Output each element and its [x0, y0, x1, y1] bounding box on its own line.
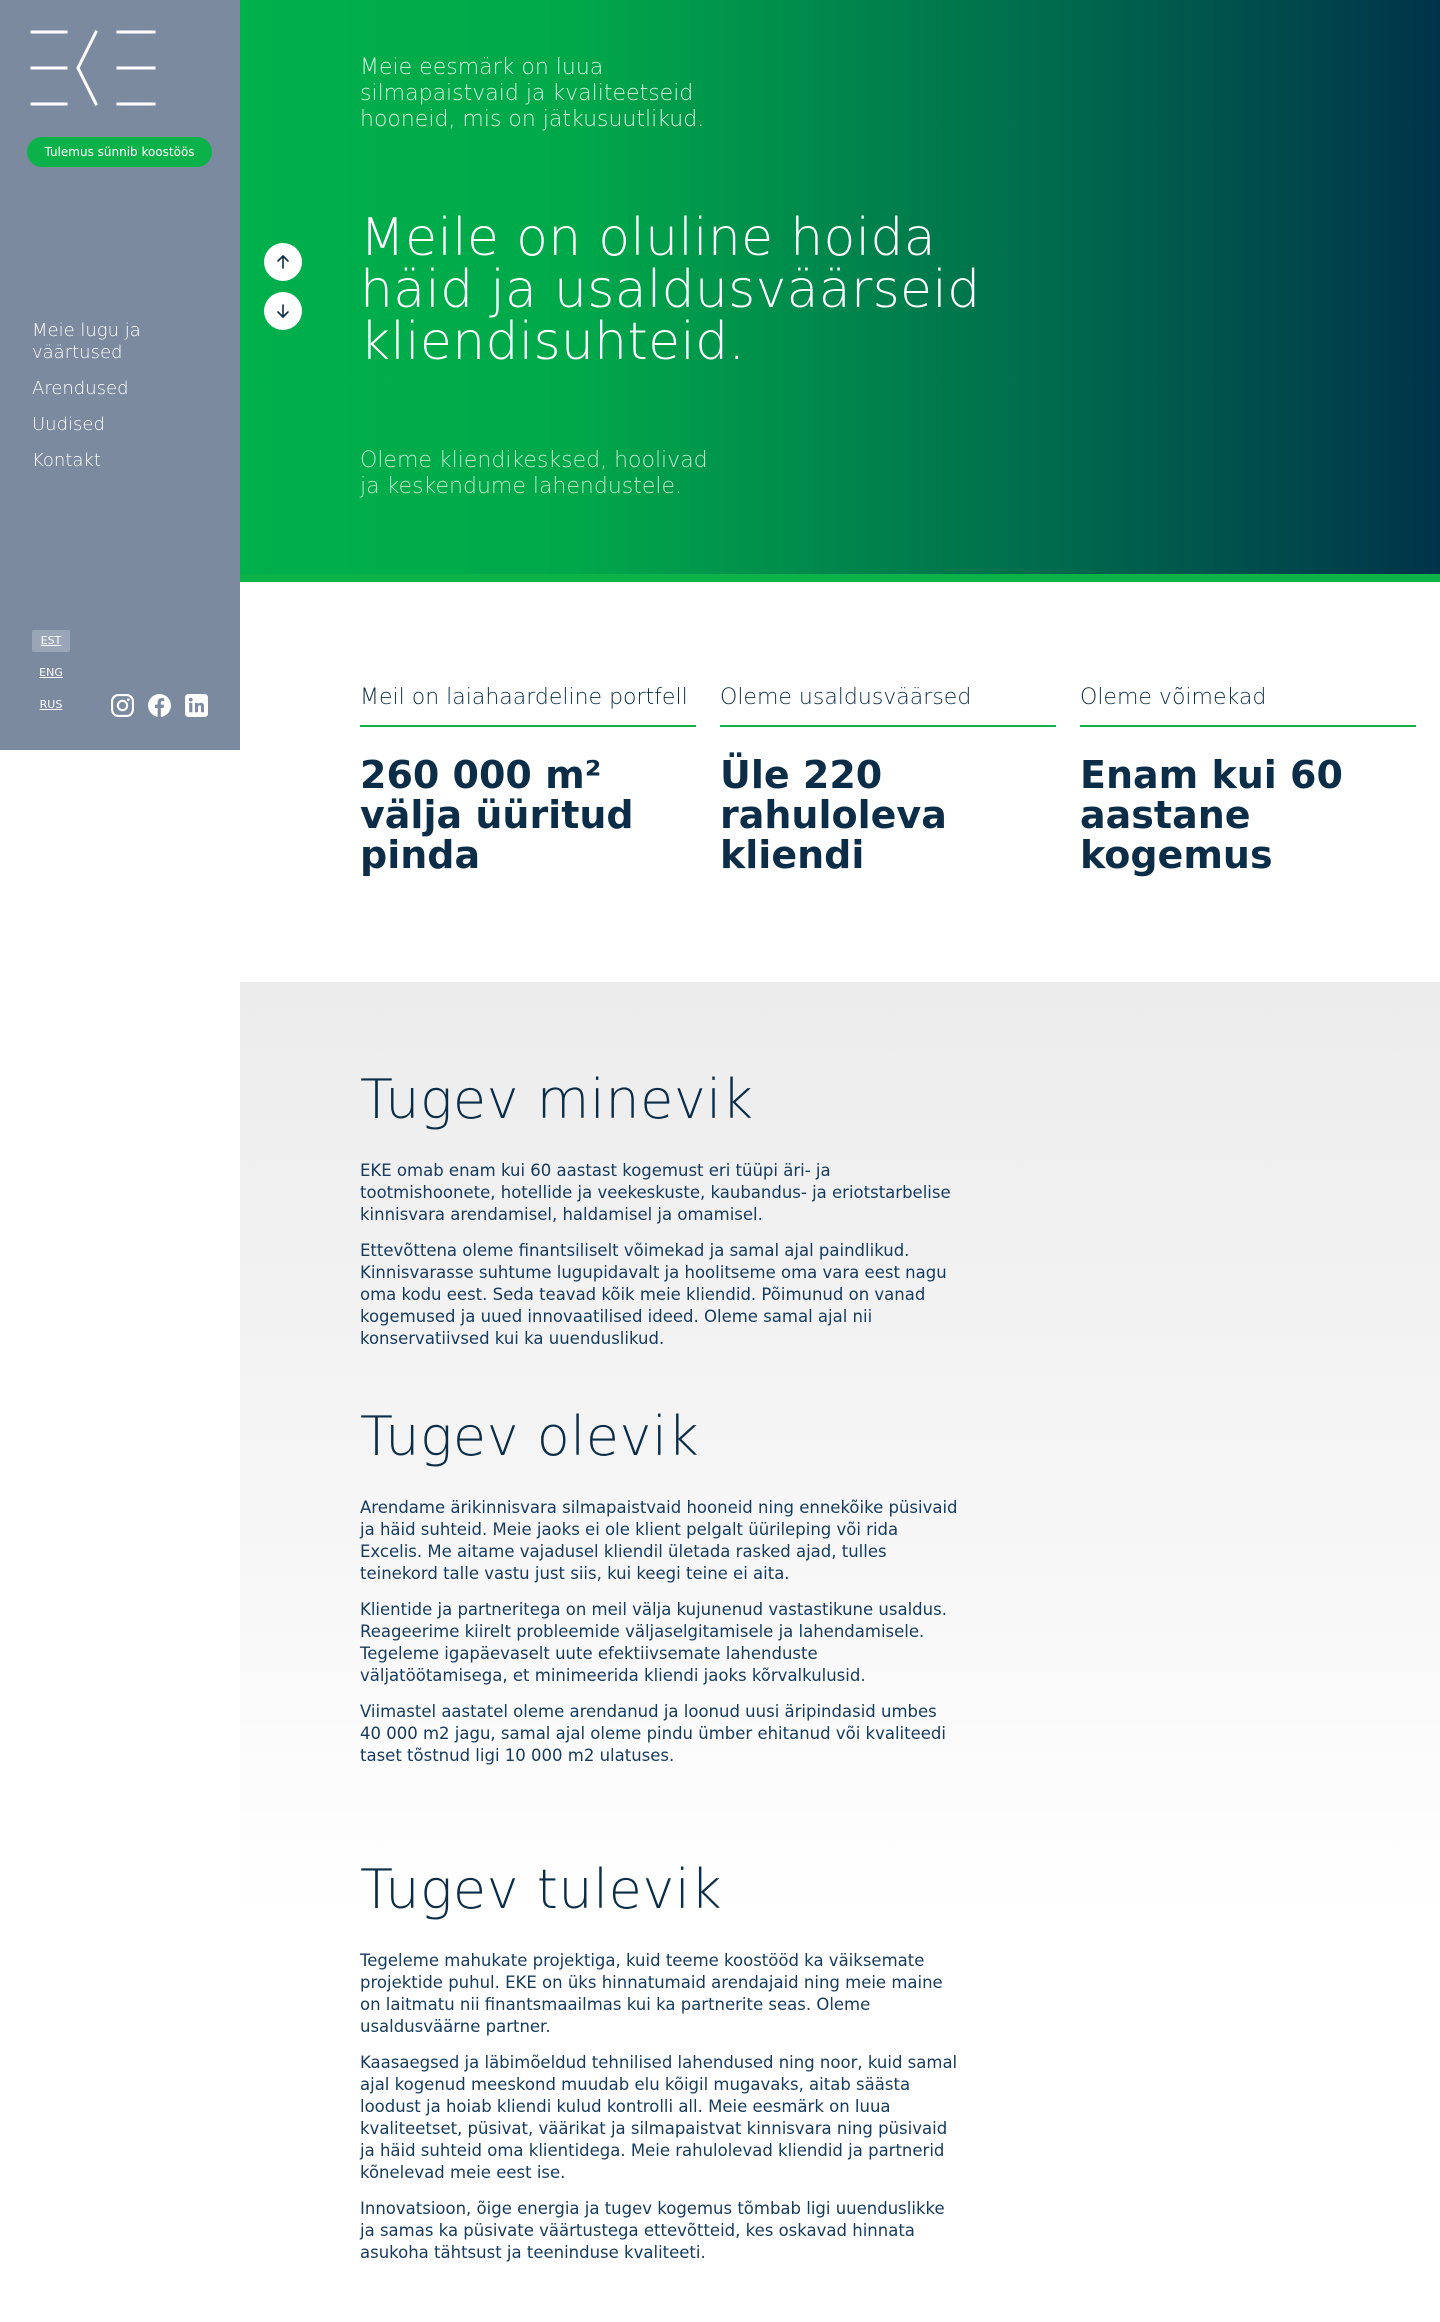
main-nav — [32, 320, 222, 486]
section-title: Tugev minevik — [360, 1068, 754, 1131]
slide-prev-button[interactable] — [264, 243, 302, 281]
nav-link-news[interactable]: Uudised — [32, 414, 105, 435]
lang-est[interactable]: EST — [32, 630, 70, 652]
tagline-badge[interactable]: Tulemus sünnib koostöös — [27, 137, 212, 167]
stat-divider — [720, 725, 1056, 727]
section-present — [360, 1407, 960, 1781]
section-paragraph: Viimastel aastatel oleme arendanud ja loonud uusi äripindasid umbes 40 000 m2 jagu, samal ajal oleme pindu ümber ehitanud või kvaliteedi taset tõstnud ligi 10 000 m2 ulatuses. — [360, 1702, 946, 1765]
stat-value: Üle 220 rahuloleva kliendi — [720, 753, 947, 877]
nav-link-developments[interactable]: Arendused — [32, 378, 129, 399]
hero-lead: Meie eesmärk on luua silmapaistvaid ja kvaliteetseid hooneid, mis on jätkusuutlikud. — [360, 55, 705, 132]
linkedin-icon — [184, 693, 209, 718]
stat-label: Oleme usaldusväärsed — [720, 685, 972, 710]
stat-divider — [360, 725, 696, 727]
instagram-link[interactable] — [110, 693, 135, 718]
hero-subtitle: Oleme kliendikesksed, hoolivad ja keskendume lahendustele. — [360, 448, 708, 499]
section-paragraph: EKE omab enam kui 60 aastast kogemust eri tüüpi äri- ja tootmishoonete, hotellide ja veekeskuste, kaubandus- ja eriotstarbelise kinnisvara arendamisel, haldamisel ja omamisel. — [360, 1161, 951, 1224]
stat-divider — [1080, 725, 1416, 727]
nav-link-contact[interactable]: Kontakt — [32, 450, 101, 471]
social-links — [110, 693, 209, 718]
nav-item — [32, 378, 222, 400]
arrow-down-icon — [273, 301, 293, 321]
stat-portfolio — [360, 655, 696, 875]
section-past — [360, 1070, 960, 1364]
story-section — [240, 982, 1440, 2322]
stat-label: Meil on laiahaardeline portfell — [360, 685, 688, 710]
lang-eng[interactable]: ENG — [39, 666, 63, 679]
section-title: Tugev tulevik — [360, 1858, 723, 1921]
language-switcher — [32, 630, 70, 726]
facebook-icon — [147, 693, 172, 718]
section-paragraph: Kaasaegsed ja läbimõeldud tehnilised lahendused ning noor, kuid samal ajal kogenud meeskond muudab elu kõigil mugavaks, aitab säästa loodust ja hoiab kliendi kulud kontrolli all. Meie eesmärk on luua kvaliteetset, püsivat, väärikat ja silmapaistvat kinnisvara ning püsivaid ja häid suhteid oma klientidega. Meie rahulolevad kliendid ja partnerid kõnelevad meie eest ise. — [360, 2053, 958, 2182]
hero-section — [240, 0, 1440, 574]
linkedin-link[interactable] — [184, 693, 209, 718]
hero-accent-strip — [240, 574, 1440, 582]
arrow-up-icon — [273, 252, 293, 272]
section-paragraph: Klientide ja partneritega on meil välja kujunenud vastastikune usaldus. Reageerime kiirelt probleemide väljaselgitamisele ja lahendamisele. Tegeleme igapäevaselt uute efektiivsemate lahenduste väljatöötamisega, et minimeerida kliendi jaoks kõrvalkulusid. — [360, 1600, 947, 1685]
stat-experience — [1080, 655, 1416, 875]
section-paragraph: Innovatsioon, õige energia ja tugev kogemus tõmbab ligi uuenduslikke ja samas ka püsivate väärtustega ettevõtteid, kes oskavad hinnata asukoha tähtsust ja teeninduse kvaliteeti. — [360, 2199, 945, 2262]
nav-link-story[interactable]: Meie lugu ja väärtused — [32, 320, 141, 363]
section-title: Tugev olevik — [360, 1405, 700, 1468]
instagram-icon — [110, 693, 135, 718]
stat-clients — [720, 655, 1056, 875]
section-paragraph: Arendame ärikinnisvara silmapaistvaid hooneid ning ennekõike püsivaid ja häid suhteid. Meie jaoks ei ole klient pelgalt üürileping või rida Excelis. Me aitame vajadusel kliendil ületada rasked ajad, tulles teinekord talle vastu just siis, kui keegi teine ei aita. — [360, 1498, 958, 1583]
section-paragraph: Tegeleme mahukate projektiga, kuid teeme koostööd ka väiksemate projektide puhul. EKE on üks hinnatumaid arendajaid ning meie maine on laitmatu nii finantsmaailmas kui ka partnerite seas. Oleme usaldusväärne partner. — [360, 1951, 943, 2036]
slide-next-button[interactable] — [264, 292, 302, 330]
eke-logo — [30, 28, 158, 110]
nav-item — [32, 414, 222, 436]
section-paragraph: Ettevõttena oleme finantsiliselt võimekad ja samal ajal paindlikud. Kinnisvarasse suhtume lugupidavalt ja hoolitseme oma vara eest nagu oma kodu eest. Seda teavad kõik meie kliendid. Põimunud on vanad kogemused ja uued innovaatilised ideed. Oleme samal ajal nii konservatiivsed kui ka uuenduslikud. — [360, 1241, 947, 1348]
sidebar — [0, 0, 240, 750]
stat-label: Oleme võimekad — [1080, 685, 1267, 710]
facebook-link[interactable] — [147, 693, 172, 718]
nav-item — [32, 450, 222, 472]
lang-rus[interactable]: RUS — [39, 698, 63, 711]
stat-value: 260 000 m² välja üüritud pinda — [360, 753, 634, 877]
hero-title: Meile on oluline hoida häid ja usaldusväärseid kliendisuhteid. — [360, 208, 981, 372]
section-future — [360, 1860, 960, 2278]
stat-value: Enam kui 60 aastane kogemus — [1080, 753, 1343, 877]
nav-item — [32, 320, 222, 364]
